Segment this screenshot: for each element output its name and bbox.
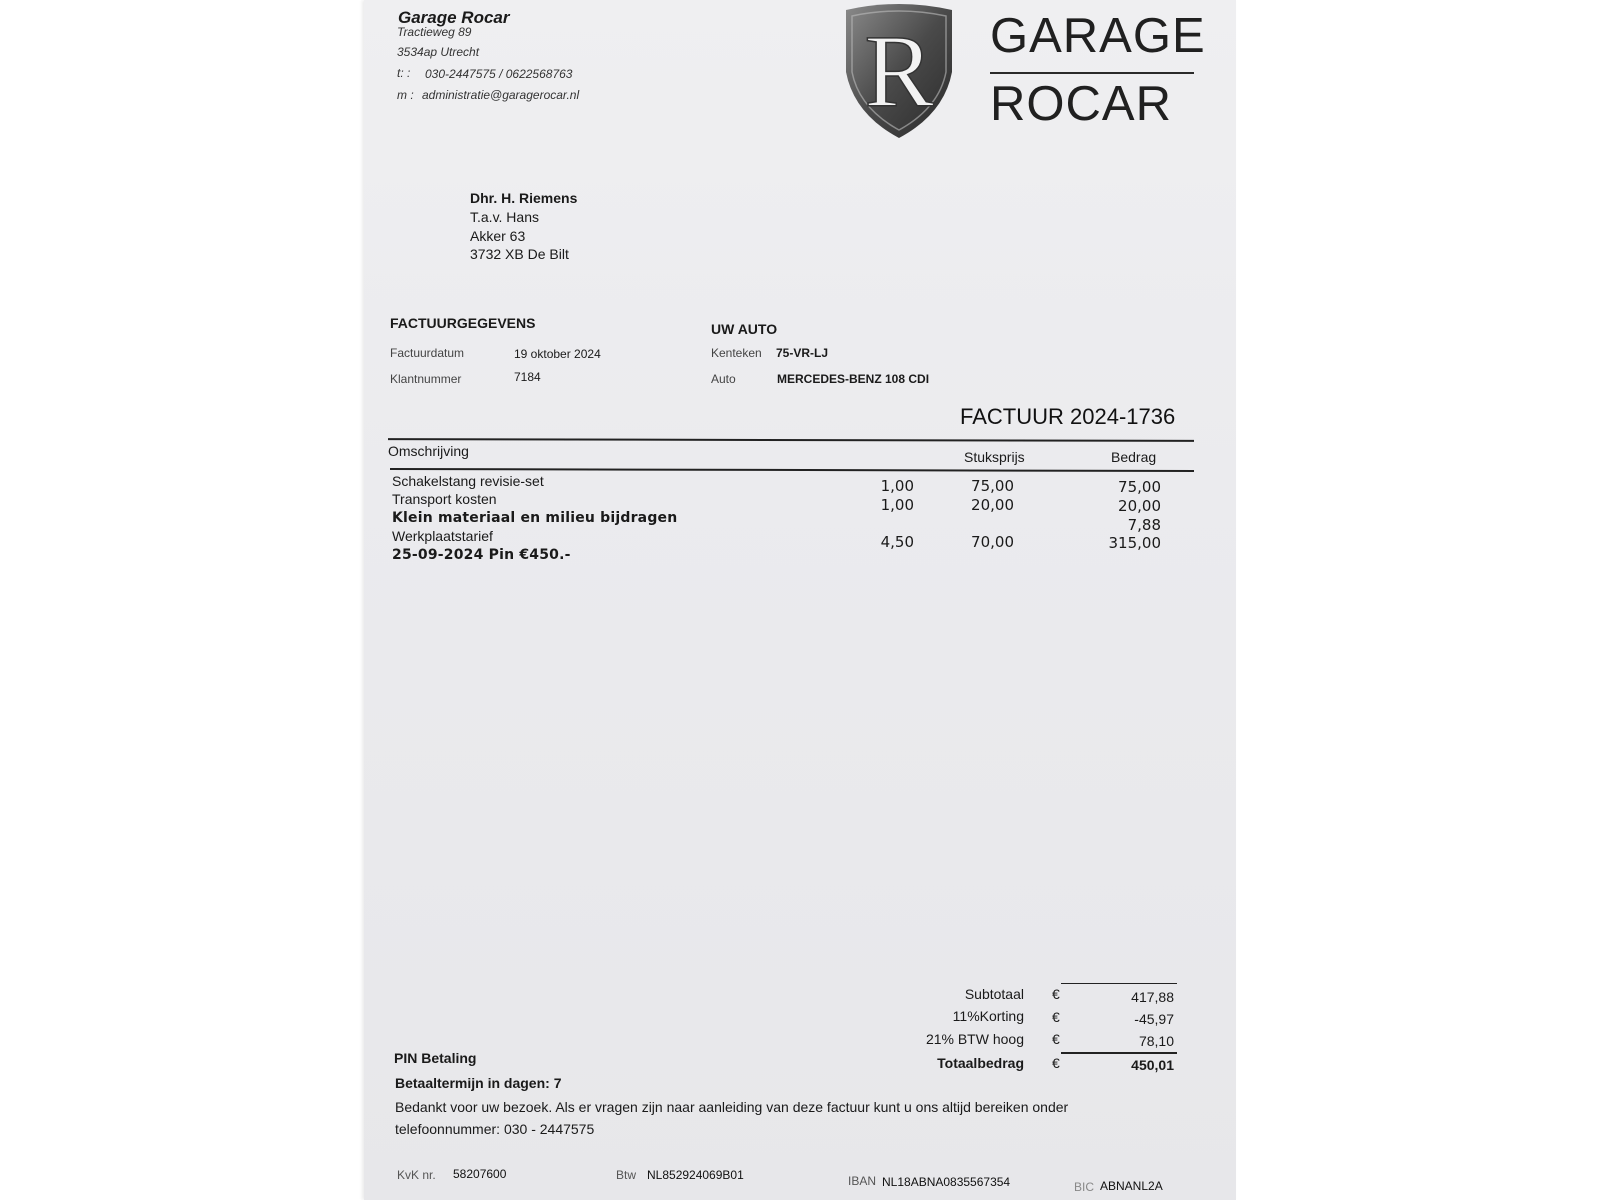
payment-term: Betaaltermijn in dagen: 7 — [395, 1075, 562, 1091]
vat-label: 21% BTW hoog — [925, 1031, 1024, 1047]
total-label: Totaalbedrag — [937, 1055, 1024, 1071]
row-qty: 1,00 — [880, 496, 914, 514]
logo-text-garage: GARAGE — [990, 9, 1206, 63]
column-header-unit-price: Stuksprijs — [964, 449, 1025, 465]
company-email-label: m : — [397, 88, 414, 102]
company-street: Tractieweg 89 — [397, 25, 472, 39]
row-description: Klein materiaal en milieu bijdragen — [392, 510, 678, 526]
customer-city: 3732 XB De Bilt — [470, 246, 569, 262]
car-heading: UW AUTO — [711, 321, 778, 337]
logo-letter: R — [864, 14, 934, 129]
row-amount: 315,00 — [1108, 534, 1161, 552]
company-phone-label: t: : — [397, 66, 411, 80]
bic-code: ABNANL2A — [1100, 1179, 1163, 1193]
row-qty: 4,50 — [880, 533, 914, 551]
shield-logo-icon — [840, 2, 958, 140]
total-rule — [1061, 1052, 1177, 1054]
row-description: 25-09-2024 Pin €450.- — [392, 547, 571, 563]
payment-method: PIN Betaling — [394, 1050, 477, 1066]
table-header-rule — [390, 468, 1194, 472]
column-header-amount: Bedrag — [1111, 449, 1157, 465]
car-model-label: Auto — [711, 372, 736, 386]
euro-sign: € — [1052, 986, 1060, 1002]
row-amount: 75,00 — [1118, 478, 1161, 496]
vat-value: 78,10 — [1138, 1033, 1174, 1049]
euro-sign: € — [1052, 1009, 1060, 1025]
row-description: Werkplaatstarief — [392, 528, 493, 544]
row-qty: 1,00 — [880, 477, 914, 495]
subtotal-label: Subtotaal — [964, 986, 1024, 1002]
invoice-details-heading: FACTUURGEGEVENS — [390, 315, 536, 331]
car-model: MERCEDES-BENZ 108 CDI — [777, 372, 930, 386]
kvk-number: 58207600 — [453, 1167, 507, 1181]
plate-number: 75-VR-LJ — [776, 346, 829, 360]
invoice-title: FACTUUR 2024-1736 — [960, 404, 1176, 429]
totals-top-rule — [1061, 983, 1177, 984]
iban-label: IBAN — [848, 1174, 877, 1188]
euro-sign: € — [1052, 1055, 1060, 1071]
customer-attention: T.a.v. Hans — [470, 209, 539, 225]
customer-street: Akker 63 — [470, 228, 526, 244]
discount-label: 11%Korting — [952, 1008, 1024, 1024]
customer-number: 7184 — [514, 370, 541, 384]
company-city: 3534ap Utrecht — [397, 45, 480, 59]
discount-value: -45,97 — [1134, 1011, 1174, 1027]
bic-label: BIC — [1074, 1180, 1095, 1194]
invoice-date-label: Factuurdatum — [390, 346, 465, 360]
subtotal-value: 417,88 — [1131, 989, 1174, 1005]
iban-number: NL18ABNA0835567354 — [882, 1175, 1011, 1189]
row-unit-price: 20,00 — [971, 496, 1014, 514]
invoice-paper — [364, 0, 1236, 1200]
customer-number-label: Klantnummer — [390, 372, 462, 386]
thanks-line-2: telefoonnummer: 030 - 2447575 — [395, 1121, 595, 1137]
invoice-date: 19 oktober 2024 — [514, 347, 601, 361]
row-unit-price: 70,00 — [971, 533, 1014, 551]
row-unit-price: 75,00 — [971, 477, 1014, 495]
total-value: 450,01 — [1131, 1057, 1174, 1073]
euro-sign: € — [1052, 1031, 1060, 1047]
table-top-rule — [388, 438, 1194, 441]
row-description: Schakelstang revisie-set — [392, 473, 544, 489]
customer-name: Dhr. H. Riemens — [470, 190, 578, 206]
row-amount: 20,00 — [1118, 497, 1161, 515]
btw-number: NL852924069B01 — [647, 1168, 744, 1182]
logo-text-rocar: ROCAR — [990, 77, 1172, 131]
column-header-description: Omschrijving — [388, 443, 469, 459]
kvk-label: KvK nr. — [397, 1168, 436, 1182]
logo-divider — [990, 72, 1194, 74]
plate-label: Kenteken — [711, 346, 762, 360]
btw-label: Btw — [616, 1168, 637, 1182]
company-email: administratie@garagerocar.nl — [422, 88, 580, 102]
thanks-line-1: Bedankt voor uw bezoek. Als er vragen zijn naar aanleiding van deze factuur kunt u ons altijd bereiken onder — [395, 1099, 1069, 1115]
company-name: Garage Rocar — [398, 8, 510, 27]
row-amount: 7,88 — [1127, 516, 1161, 534]
company-phone: 030-2447575 / 0622568763 — [425, 67, 573, 81]
row-description: Transport kosten — [392, 491, 497, 507]
